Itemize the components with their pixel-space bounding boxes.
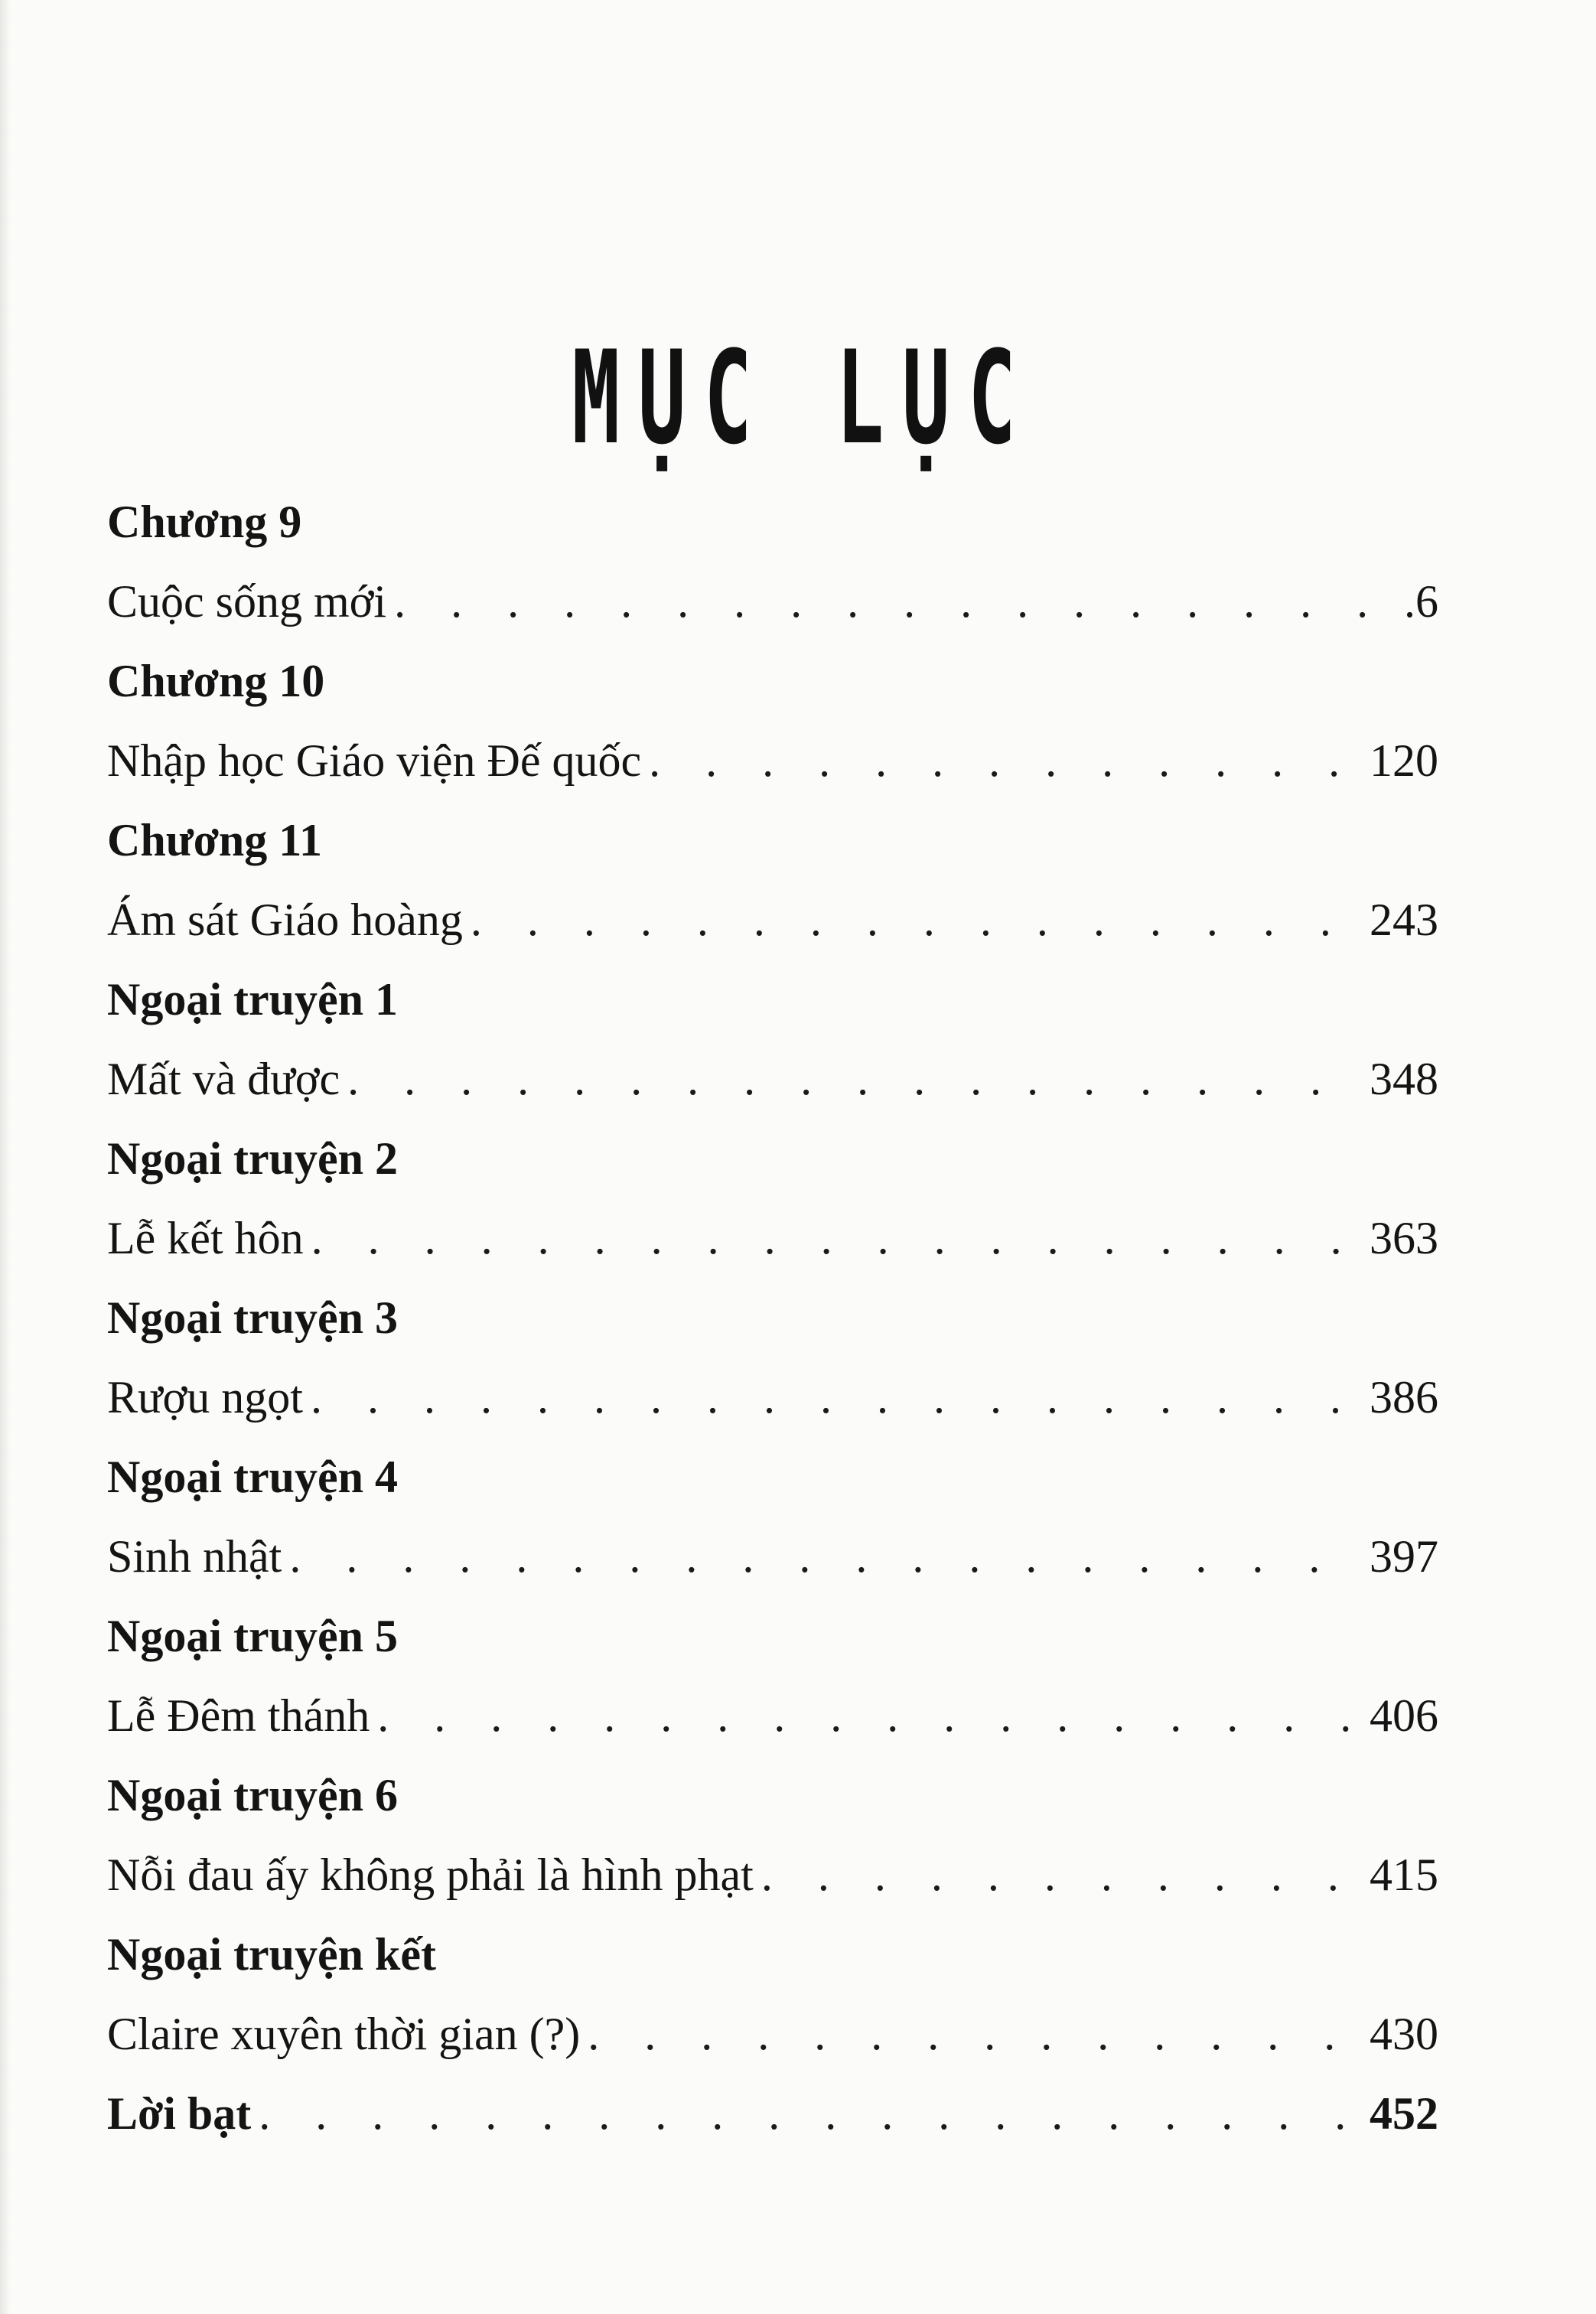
toc-entry[interactable] — [107, 1198, 1438, 1278]
toc-entry[interactable] — [107, 1357, 1438, 1437]
toc-heading: Ngoại truyện 3 — [107, 1292, 398, 1343]
toc-entry-title: Ám sát Giáo hoàng — [107, 895, 463, 945]
toc-heading: Ngoại truyện 6 — [107, 1770, 398, 1820]
leader-dots — [259, 2074, 1353, 2153]
toc-entry[interactable] — [107, 1039, 1438, 1119]
toc-entry[interactable] — [107, 1835, 1438, 1915]
toc-entry-title: Nỗi đau ấy không phải là hình phạt — [107, 1850, 754, 1900]
toc-entry-title: Cuộc sống mới — [107, 576, 387, 627]
toc-entry-title: Nhập học Giáo viện Đế quốc — [107, 735, 642, 786]
toc-heading: Ngoại truyện 1 — [107, 974, 398, 1025]
leader-dots — [649, 721, 1353, 800]
table-of-contents — [107, 482, 1438, 2153]
toc-entry-title: Lễ Đêm thánh — [107, 1690, 370, 1741]
leader-dots — [471, 880, 1353, 960]
toc-heading: Ngoại truyện kết — [107, 1929, 436, 1980]
toc-entry-page: 397 — [1370, 1531, 1438, 1582]
toc-entry-page: 415 — [1370, 1850, 1438, 1900]
toc-entry[interactable] — [107, 1994, 1438, 2074]
toc-entry[interactable] — [107, 1517, 1438, 1596]
toc-entry-afterword[interactable] — [107, 2074, 1438, 2153]
toc-entry-page: 452 — [1370, 2088, 1438, 2139]
toc-entry-page: .6 — [1404, 576, 1438, 627]
page-title: MỤC LỤC — [572, 323, 1034, 473]
toc-entry-page: 406 — [1370, 1690, 1438, 1741]
leader-dots — [377, 1676, 1353, 1755]
leader-dots — [588, 1994, 1353, 2074]
toc-heading: Chương 11 — [107, 815, 322, 865]
toc-entry[interactable] — [107, 562, 1438, 641]
toc-heading: Ngoại truyện 5 — [107, 1611, 398, 1661]
leader-dots — [761, 1835, 1353, 1915]
toc-entry-title: Rượu ngọt — [107, 1372, 303, 1423]
page-edge-shadow — [0, 0, 11, 2314]
toc-entry-page: 430 — [1370, 2009, 1438, 2059]
toc-entry-page: 363 — [1370, 1213, 1438, 1263]
toc-entry-page: 348 — [1370, 1054, 1438, 1104]
leader-dots — [311, 1357, 1353, 1437]
leader-dots — [311, 1198, 1353, 1278]
toc-heading: Chương 10 — [107, 656, 325, 706]
toc-heading: Ngoại truyện 2 — [107, 1133, 398, 1184]
leader-dots — [394, 562, 1387, 641]
toc-entry-title: Mất và được — [107, 1054, 340, 1104]
toc-entry[interactable] — [107, 880, 1438, 960]
toc-entry-title: Claire xuyên thời gian (?) — [107, 2009, 581, 2059]
toc-heading: Chương 9 — [107, 497, 302, 547]
toc-entry-title: Lời bạt — [107, 2088, 252, 2139]
leader-dots — [289, 1517, 1353, 1596]
toc-heading: Ngoại truyện 4 — [107, 1452, 398, 1502]
toc-entry-title: Lễ kết hôn — [107, 1213, 304, 1263]
toc-entry-page: 386 — [1370, 1372, 1438, 1423]
toc-entry-title: Sinh nhật — [107, 1531, 282, 1582]
toc-entry[interactable] — [107, 1676, 1438, 1755]
leader-dots — [347, 1039, 1353, 1119]
toc-entry-page: 120 — [1370, 735, 1438, 786]
toc-entry[interactable] — [107, 721, 1438, 800]
toc-entry-page: 243 — [1370, 895, 1438, 945]
